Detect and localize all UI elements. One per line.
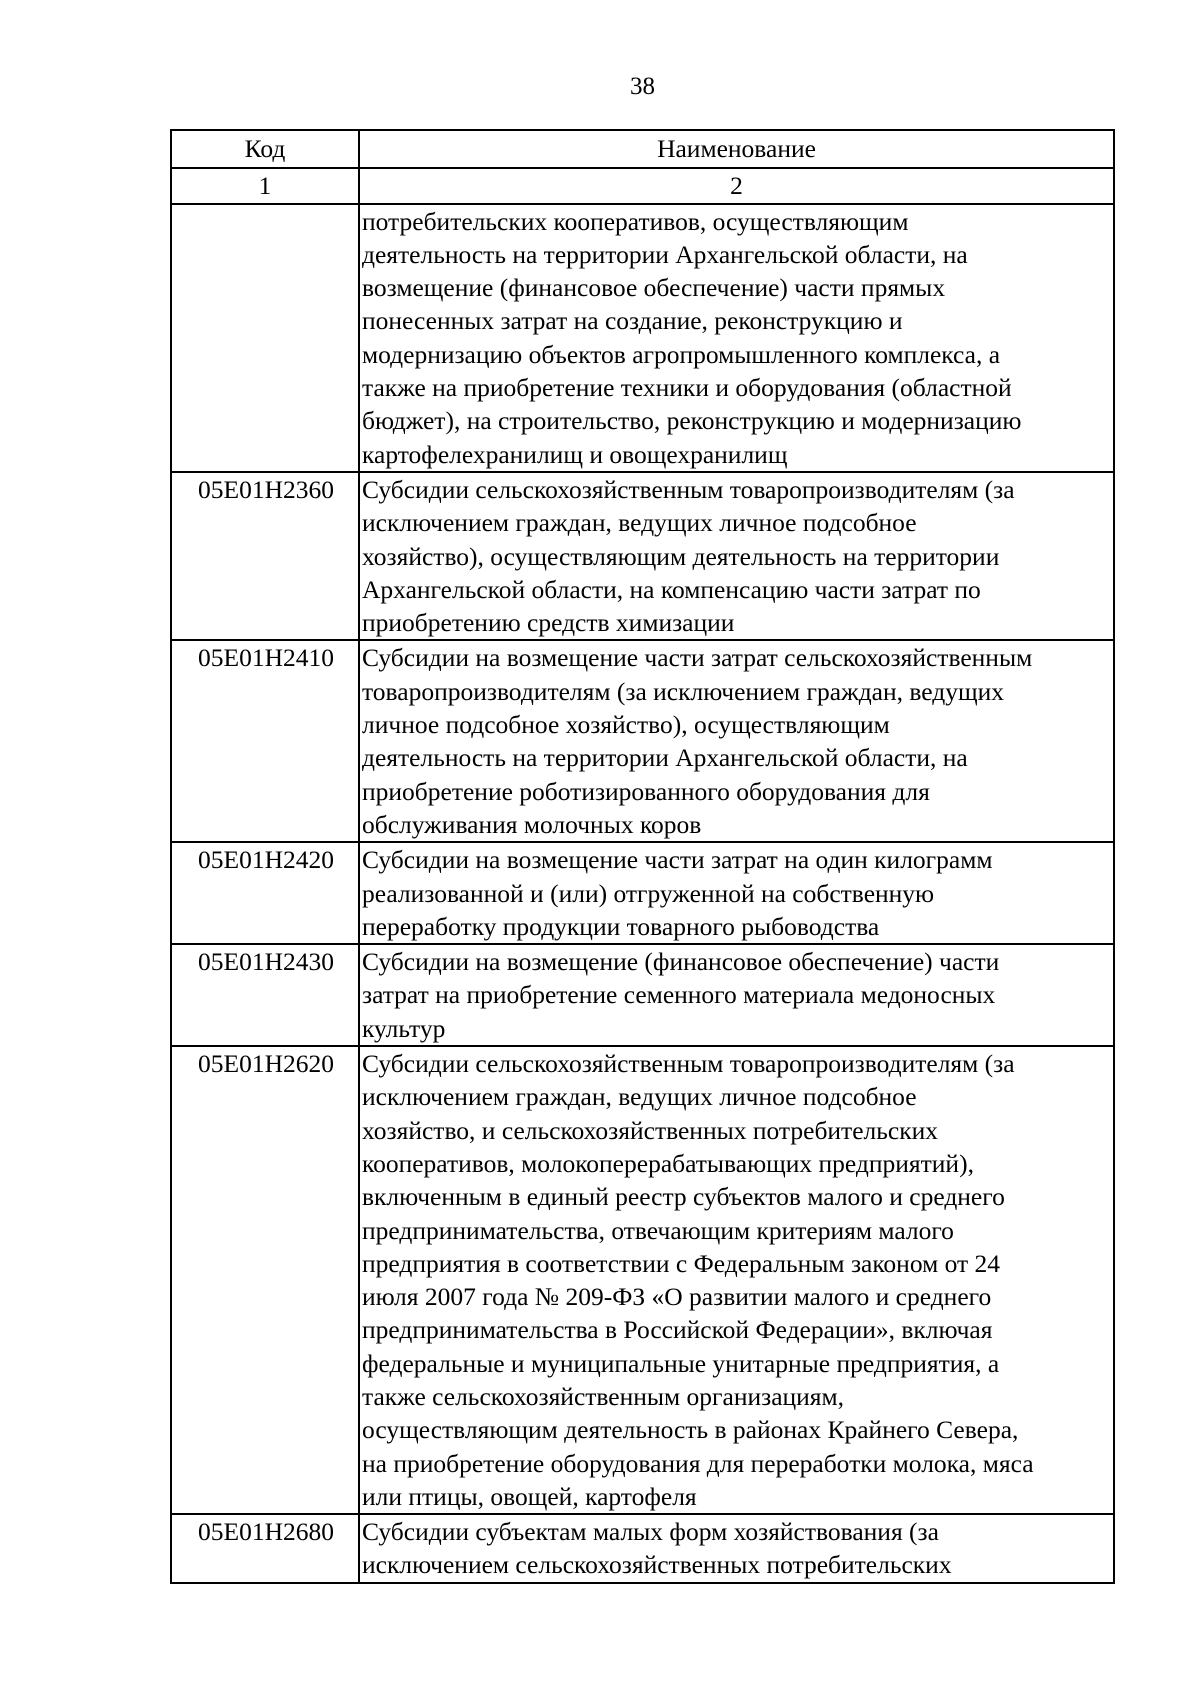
table-header-row (171, 130, 1114, 168)
header-name: Наименование (359, 130, 1114, 168)
column-number-code: 1 (171, 168, 359, 203)
column-number-name: 2 (359, 168, 1114, 203)
budget-classification-table (170, 129, 1115, 1584)
row-code: 05E01Н2430 (171, 944, 359, 1046)
row-name: Субсидии сельскохозяйственным товаропроизводителям (за исключением граждан, ведущих личное подсобное хозяйство), осуществляющим деятельность на территории Архангельской области, на компенсацию части затрат по приобретению средств химизации (359, 472, 1114, 640)
table-row (171, 944, 1114, 1046)
table-row (171, 1046, 1114, 1514)
row-name: Субсидии субъектам малых форм хозяйствования (за исключением сельскохозяйственных потребительских (359, 1514, 1114, 1583)
table-row (171, 640, 1114, 842)
table-row (171, 204, 1114, 472)
row-name: Субсидии сельскохозяйственным товаропроизводителям (за исключением граждан, ведущих личное подсобное хозяйство, и сельскохозяйственных потребительских кооперативов, молокоперерабатывающих предприятий), включенным в единый реестр субъектов малого и среднего предпринимательства, отвечающим критериям малого предприятия в соответствии с Федеральным законом от 24 июля 2007 года № 209-ФЗ «О развитии малого и среднего предпринимательства в Российской Федерации», включая федеральные и муниципальные унитарные предприятия, а также сельскохозяйственным организациям, осуществляющим деятельность в районах Крайнего Севера, на приобретение оборудования для переработки молока, мяса или птицы, овощей, картофеля (359, 1046, 1114, 1514)
table-row (171, 842, 1114, 944)
row-name: Субсидии на возмещение части затрат сельскохозяйственным товаропроизводителям (за исключением граждан, ведущих личное подсобное хозяйство), осуществляющим деятельность на территории Архангельской области, на приобретение роботизированного оборудования для обслуживания молочных коров (359, 640, 1114, 842)
row-name: потребительских кооперативов, осуществляющим деятельность на территории Архангельской области, на возмещение (финансовое обеспечение) части прямых понесенных затрат на создание, реконструкцию и модернизацию объектов агропромышленного комплекса, а также на приобретение техники и оборудования (областной бюджет), на строительство, реконструкцию и модернизацию картофелехранилищ и овощехранилищ (359, 204, 1114, 472)
row-code: 05E01Н2680 (171, 1514, 359, 1583)
column-number-row (171, 168, 1114, 203)
row-name: Субсидии на возмещение части затрат на один килограмм реализованной и (или) отгруженной на собственную переработку продукции товарного рыбоводства (359, 842, 1114, 944)
row-code: 05E01Н2420 (171, 842, 359, 944)
row-name: Субсидии на возмещение (финансовое обеспечение) части затрат на приобретение семенного материала медоносных культур (359, 944, 1114, 1046)
page-number: 38 (630, 73, 655, 100)
row-code: 05E01Н2410 (171, 640, 359, 842)
table-row (171, 472, 1114, 640)
header-code: Код (171, 130, 359, 168)
row-code: 05E01Н2620 (171, 1046, 359, 1514)
table-row (171, 1514, 1114, 1583)
row-code (171, 204, 359, 472)
row-code: 05E01Н2360 (171, 472, 359, 640)
